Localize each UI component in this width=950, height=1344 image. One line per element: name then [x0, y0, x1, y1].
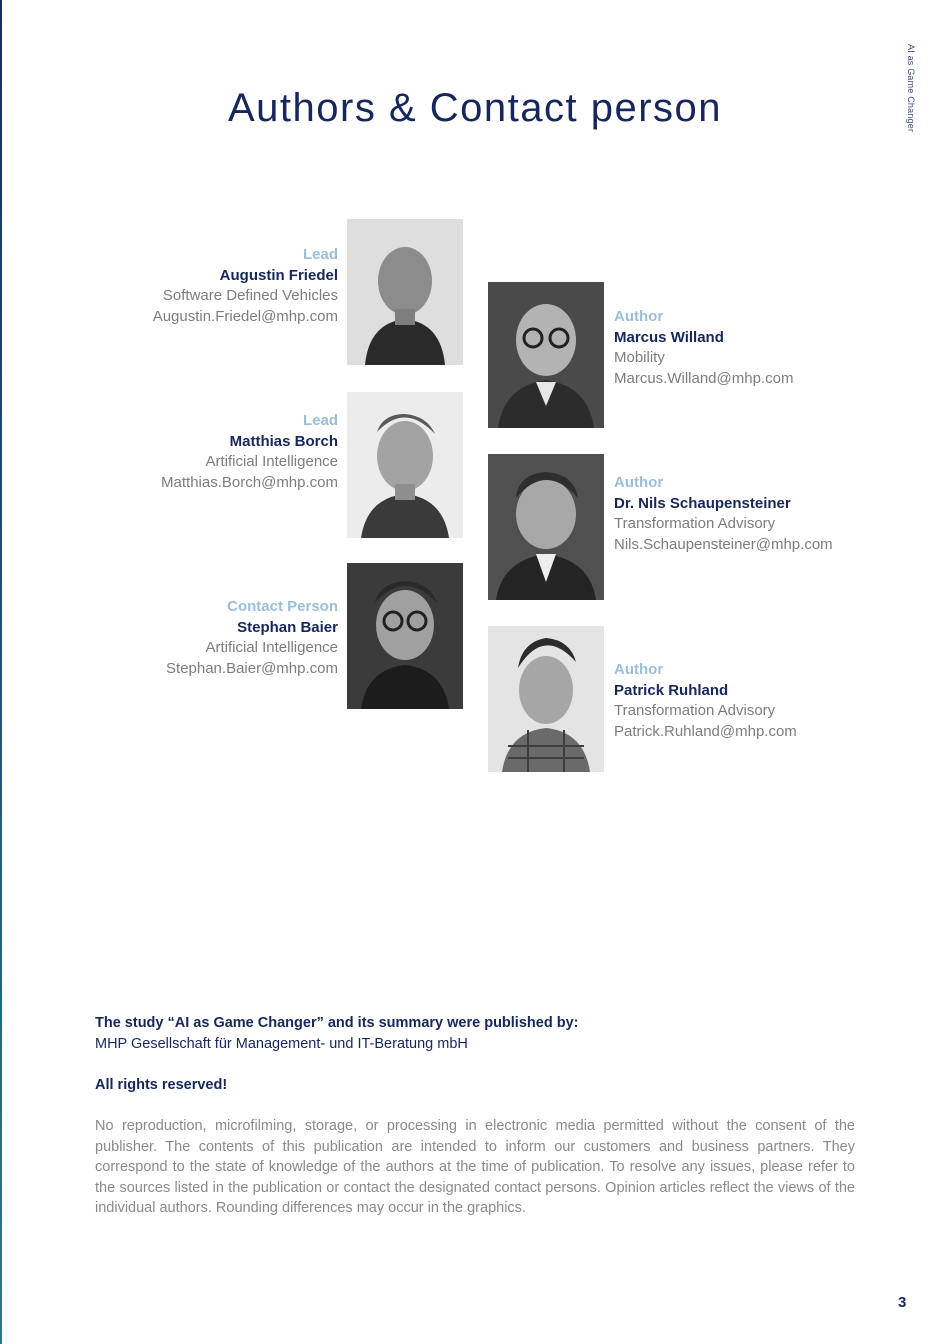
person-department: Software Defined Vehicles [162, 287, 338, 305]
person-email[interactable]: Patrick.Ruhland@mhp.com [614, 722, 797, 740]
portrait-photo [347, 392, 463, 538]
person-card [614, 473, 833, 555]
person-name: Patrick Ruhland [614, 681, 729, 699]
person-department: Artificial Intelligence [205, 453, 338, 471]
person-name: Dr. Nils Schaupensteiner [614, 494, 791, 512]
person-role: Author [614, 474, 664, 491]
disclaimer-text: No reproduction, microfilming, storage, or processing in electronic media permitted without the consent of the publisher. The contents of this publication are intended to inform our customers and business partners. They correspond to the state of knowledge of the authors at the time of publication. To resolve any issues, please refer to the sources listed in the publication or contact the designated contact persons. Opinion articles reflect the views of the individual authors. Rounding differences may occur in the graphics. [95, 1118, 855, 1217]
rights-notice: All rights reserved! [95, 1077, 228, 1093]
person-role: Lead [302, 246, 338, 263]
person-card [120, 245, 338, 327]
person-name: Marcus Willand [614, 328, 724, 346]
person-name: Augustin Friedel [219, 266, 338, 284]
left-edge-rule [0, 0, 2, 1344]
person-name: Stephan Baier [237, 618, 338, 636]
portrait-photo [488, 282, 604, 428]
page-title: Authors & Contact person [227, 86, 723, 130]
person-department: Artificial Intelligence [205, 639, 338, 657]
portrait-photo [347, 219, 463, 365]
person-email[interactable]: Augustin.Friedel@mhp.com [152, 307, 338, 325]
person-role: Lead [302, 412, 338, 429]
person-email[interactable]: Matthias.Borch@mhp.com [161, 473, 338, 491]
portrait-photo [488, 454, 604, 600]
portrait-photo [347, 563, 463, 709]
person-role: Contact Person [227, 598, 338, 615]
person-role: Author [614, 661, 664, 678]
person-department: Mobility [614, 349, 665, 367]
publisher-heading: The study “AI as Game Changer” and its summary were published by: [95, 1015, 579, 1031]
running-header: AI as Game Changer [906, 44, 916, 133]
person-department: Transformation Advisory [614, 515, 776, 533]
person-card [614, 307, 793, 389]
person-department: Transformation Advisory [614, 702, 776, 720]
person-name: Matthias Borch [229, 432, 338, 450]
page-number: 3 [898, 1294, 907, 1311]
portrait-photo [488, 626, 604, 772]
publisher-name: MHP Gesellschaft für Management- und IT-Beratung mbH [95, 1036, 468, 1052]
person-email[interactable]: Marcus.Willand@mhp.com [614, 369, 794, 387]
person-card [120, 597, 338, 679]
person-role: Author [614, 308, 664, 325]
person-email[interactable]: Stephan.Baier@mhp.com [166, 659, 338, 677]
person-card [120, 411, 338, 493]
person-email[interactable]: Nils.Schaupensteiner@mhp.com [614, 535, 833, 553]
person-card [614, 660, 797, 742]
